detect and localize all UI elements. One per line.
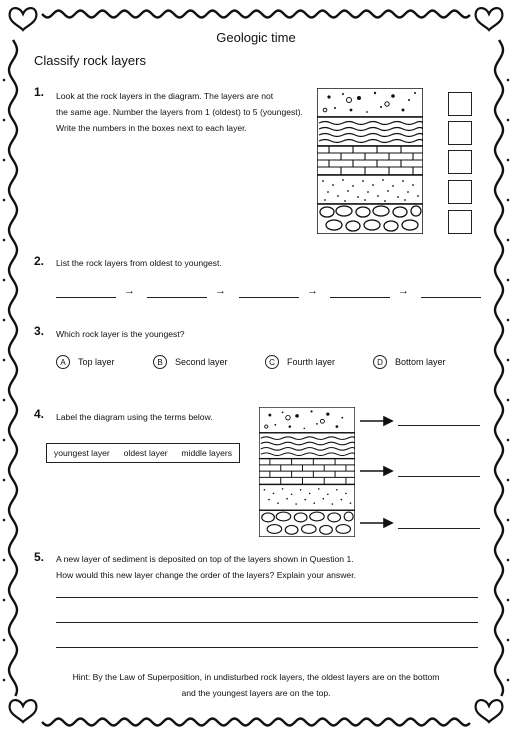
choice-label: Second layer <box>175 357 228 367</box>
border-dot <box>3 239 6 242</box>
label-blank-top[interactable] <box>398 425 480 426</box>
border-dot <box>507 439 510 442</box>
label-blank-bottom[interactable] <box>398 528 480 529</box>
rock-layer-bricks <box>317 146 423 175</box>
term-middle-layers: middle layers <box>181 448 233 458</box>
border-dot <box>507 199 510 202</box>
border-dot <box>507 399 510 402</box>
arrow-head-icon <box>384 519 392 527</box>
choice-label: Fourth layer <box>287 357 336 367</box>
border-dot <box>3 119 6 122</box>
hint-line-2: and the youngest layers are on the top. <box>181 688 331 698</box>
arrow-right-icon: → <box>307 285 318 297</box>
border-dot <box>3 399 6 402</box>
term-youngest-layer: youngest layer <box>53 448 110 458</box>
arrow-head-icon <box>384 467 392 475</box>
order-blank-1[interactable] <box>56 297 116 298</box>
rock-layer-wavy <box>317 117 423 146</box>
border-dot <box>507 119 510 122</box>
hint-text <box>0 669 512 701</box>
word-bank <box>46 443 240 463</box>
heart-icon <box>10 700 37 722</box>
border-dot <box>507 559 510 562</box>
border-dot <box>3 599 6 602</box>
rock-layers-diagram <box>317 88 423 234</box>
question-5-line-2: How would this new layer change the order of the layers? Explain your answer. <box>56 570 356 580</box>
border-dot <box>507 279 510 282</box>
answer-line-1[interactable] <box>56 597 478 598</box>
border-dots <box>3 79 510 682</box>
page-title: Geologic time <box>216 30 296 45</box>
border-dot <box>3 319 6 322</box>
border-dot <box>3 159 6 162</box>
border-dot <box>3 279 6 282</box>
border-dot <box>3 79 6 82</box>
border-dot <box>507 359 510 362</box>
heart-icon <box>476 8 503 30</box>
answer-line-2[interactable] <box>56 622 478 623</box>
border-dot <box>3 199 6 202</box>
choice-a[interactable] <box>56 355 115 369</box>
layer-5-answer-box[interactable] <box>448 210 472 234</box>
question-1-number: 1. <box>34 85 45 99</box>
choice-d[interactable] <box>373 355 446 369</box>
question-5-line-1: A new layer of sediment is deposited on top of the layers shown in Question 1. <box>56 554 354 564</box>
choice-letter: D <box>373 355 387 369</box>
arrow-head-icon <box>384 417 392 425</box>
border-dot <box>507 599 510 602</box>
question-2-number: 2. <box>34 254 45 268</box>
choice-letter: A <box>56 355 70 369</box>
question-2-text: List the rock layers from oldest to youngest. <box>56 258 222 268</box>
order-blank-5[interactable] <box>421 297 481 298</box>
question-5-number: 5. <box>34 550 45 564</box>
layer-1-answer-box[interactable] <box>448 92 472 116</box>
border-dot <box>3 639 6 642</box>
question-4-number: 4. <box>34 407 45 421</box>
hint-line-1: Hint: By the Law of Superposition, in undisturbed rock layers, the oldest layers are on the bottom <box>72 672 440 682</box>
wavy-border-top <box>42 11 470 18</box>
border-dot <box>3 519 6 522</box>
arrow-right-icon: → <box>215 285 226 297</box>
order-blank-3[interactable] <box>239 297 299 298</box>
question-1-line-1: Look at the rock layers in the diagram. The layers are not <box>56 91 274 101</box>
border-dot <box>3 479 6 482</box>
question-1-line-3: Write the numbers in the boxes next to each layer. <box>56 123 247 133</box>
section-subtitle: Classify rock layers <box>34 53 146 68</box>
choice-label: Top layer <box>78 357 115 367</box>
border-dot <box>507 479 510 482</box>
wavy-border-left <box>9 40 17 696</box>
label-arrows <box>356 410 486 530</box>
heart-icon <box>10 8 37 30</box>
question-1-line-2: the same age. Number the layers from 1 (oldest) to 5 (youngest). <box>56 107 303 117</box>
order-blank-2[interactable] <box>147 297 207 298</box>
question-3-number: 3. <box>34 324 45 338</box>
border-dot <box>507 79 510 82</box>
rock-layer-cobbles <box>317 204 423 234</box>
border-dot <box>507 159 510 162</box>
layer-2-answer-box[interactable] <box>448 121 472 145</box>
order-blank-4[interactable] <box>330 297 390 298</box>
border-dot <box>3 439 6 442</box>
border-dot <box>507 519 510 522</box>
choice-letter: C <box>265 355 279 369</box>
heart-icon <box>476 700 503 722</box>
question-3-text: Which rock layer is the youngest? <box>56 329 185 339</box>
border-dot <box>3 559 6 562</box>
choice-b[interactable] <box>153 355 228 369</box>
answer-line-3[interactable] <box>56 647 478 648</box>
rock-layer-sand-dots <box>317 175 423 204</box>
rock-layer-top-pebbles <box>317 88 423 117</box>
border-dot <box>507 239 510 242</box>
border-dot <box>507 639 510 642</box>
layer-4-answer-box[interactable] <box>448 180 472 204</box>
arrow-right-icon: → <box>398 285 409 297</box>
label-blank-middle[interactable] <box>398 476 480 477</box>
arrow-right-icon: → <box>124 285 135 297</box>
border-dot <box>507 319 510 322</box>
term-oldest-layer: oldest layer <box>123 448 168 458</box>
choice-letter: B <box>153 355 167 369</box>
rock-layers-diagram-labeling <box>259 407 355 537</box>
layer-3-answer-box[interactable] <box>448 150 472 174</box>
border-dot <box>3 359 6 362</box>
choice-label: Bottom layer <box>395 357 446 367</box>
choice-c[interactable] <box>265 355 335 369</box>
question-4-text: Label the diagram using the terms below. <box>56 412 213 422</box>
wavy-border-right <box>495 40 503 696</box>
wavy-border-bottom <box>42 719 470 726</box>
